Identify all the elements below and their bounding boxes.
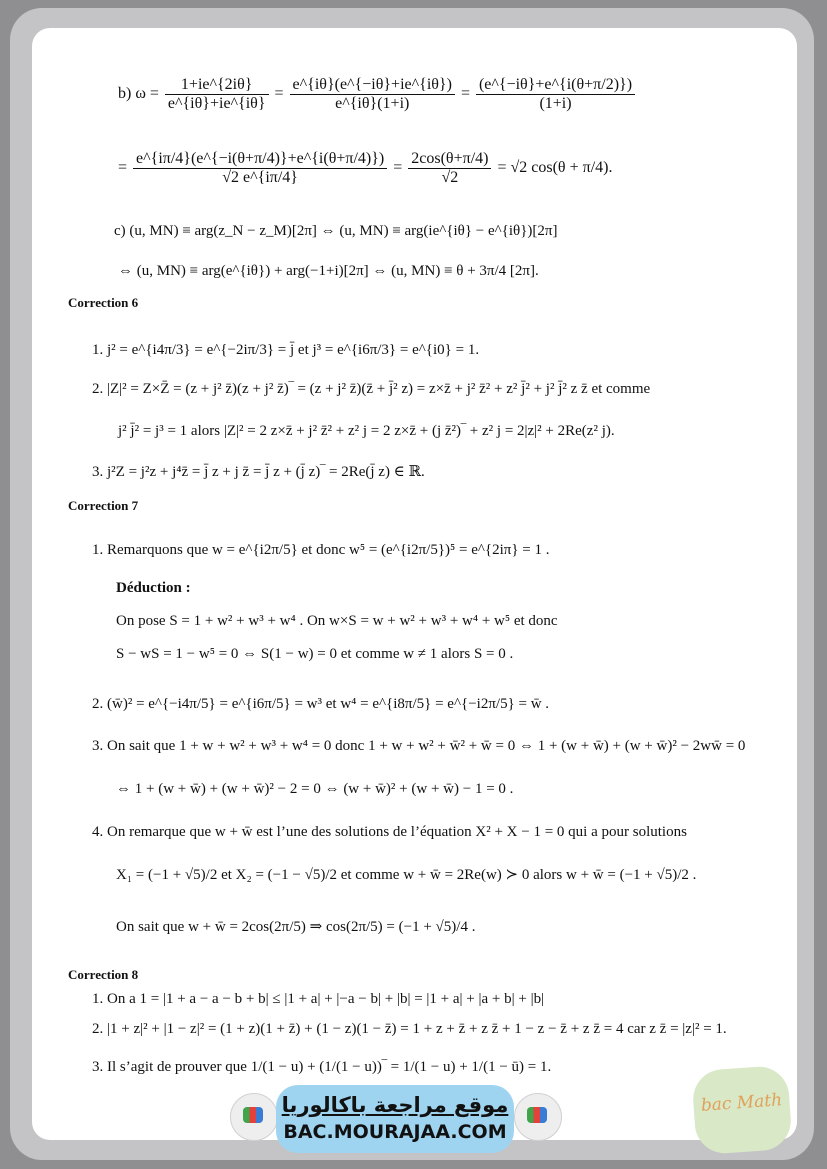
c7-item-1: 1. Remarquons que w = e^{i2π/5} et donc w⁵ = (e^{i2π/5})⁵ = e^{2iπ} = 1 . bbox=[92, 542, 550, 558]
c5-b-frac1-den: e^{iθ}+ie^{iθ} bbox=[167, 95, 266, 112]
c7-item-3: 3. On sait que 1 + w + w² + w³ + w⁴ = 0 donc 1 + w + w² + w̄² + w̄ = 0 ⇔ 1 + (w + w̄) + (w + w̄)² − 2ww̄ = 0 bbox=[92, 738, 746, 754]
c6-item-2b: j² j̄² = j³ = 1 alors |Z|² = 2 z×z̄ + j² z̄² + z² j = 2 z×z̄ + (j z̄²)‾ + z² j = 2|z|² + 2Re(z² j). bbox=[118, 423, 615, 439]
c5-b-frac2 bbox=[290, 76, 455, 113]
c5-b-frac3-den: (1+i) bbox=[539, 95, 572, 112]
bac-math-logo-text: bac Math bbox=[700, 1090, 783, 1116]
left-school-logo bbox=[230, 1093, 278, 1141]
c8-item-3: 3. Il s’agit de prouver que 1/(1 − u) + (1/(1 − u))‾ = 1/(1 − u) + 1/(1 − ū) = 1. bbox=[92, 1059, 552, 1075]
c5-c-line1: c) (u, MN) ≡ arg(z_N − z_M)[2π] ⇔ (u, MN) ≡ arg(ie^{iθ} − e^{iθ})[2π] bbox=[114, 223, 558, 239]
c7-item-4b: X₁ = (−1 + √5)/2 et X₂ = (−1 − √5)/2 et comme w + w̄ = 2Re(w) ≻ 0 alors w + w̄ = (−1 + √5)/2 . bbox=[116, 867, 697, 883]
c5-b-label: b) bbox=[118, 85, 132, 103]
c8-item-1: 1. On a 1 = |1 + a − a − b + b| ≤ |1 + a| + |−a − b| + |b| = |1 + a| + |a + b| + |b| bbox=[92, 991, 545, 1007]
c7-item-1b: S − wS = 1 − w⁵ = 0 ⇔ S(1 − w) = 0 et comme w ≠ 1 alors S = 0 . bbox=[116, 646, 514, 662]
c5-b-frac1 bbox=[165, 76, 269, 113]
c6-item-1: 1. j² = e^{i4π/3} = e^{−2iπ/3} = j̄ et j³ = e^{i6π/3} = e^{i0} = 1. bbox=[92, 342, 480, 358]
correction-6-title: Correction 6 bbox=[68, 295, 139, 310]
c5-b2-frac2-den: √2 bbox=[441, 169, 459, 186]
c5-b-line2: = $\frac{e\^{}\{i\pi/4\}(e\^{}\{-i(\theta+\pi/4)\}+e\^{}\{i(\theta+\pi/4)\})}{√2 e\^{}\{i\pi/4\}}$ = $\frac{2\cos(\theta+\pi/4)}{√2}$ = √2 cos(θ + π/4). bbox=[118, 150, 613, 186]
site-badge[interactable] bbox=[276, 1085, 514, 1153]
c5-b2-frac2 bbox=[408, 150, 491, 187]
c7-item-3b: ⇔ 1 + (w + w̄) + (w + w̄)² − 2 = 0 ⇔ (w + w̄)² + (w + w̄) − 1 = 0 . bbox=[116, 781, 514, 797]
correction-8-title: Correction 8 bbox=[68, 967, 139, 982]
c7-deduction: Déduction : bbox=[116, 580, 191, 596]
c5-c-line2: ⇔ (u, MN) ≡ arg(e^{iθ}) + arg(−1+i)[2π] ⇔ (u, MN) ≡ θ + 3π/4 [2π]. bbox=[118, 263, 539, 279]
c5-b-line: b) ω = $\frac{1+ie\^{}\{2i\theta\}}{e\^{}\{i\theta\}+ie\^{}\{i\theta\}}$ = $\frac{e\^{}\{i\theta\}(e\^{}\{-i\theta\}+ie\^{}\{i\theta\})}{e\^{}\{i\theta\}(1+i)}$ = $\frac{(e\^{}\{-i\theta\}+e\^{}\{i(\theta+\pi/2)\})}{(1+i)}$ bbox=[118, 76, 637, 113]
c5-b2-frac2-num: 2cos(θ+π/4) bbox=[408, 150, 491, 169]
bac-math-logo bbox=[691, 1065, 793, 1155]
c5-b2-frac1-num: e^{iπ/4}(e^{−i(θ+π/4)}+e^{i(θ+π/4)}) bbox=[133, 150, 387, 169]
c5-b-frac2-num: e^{iθ}(e^{−iθ}+ie^{iθ}) bbox=[290, 76, 455, 95]
site-name-arabic: موقع مراجعة باكالوريا bbox=[281, 1093, 509, 1117]
site-url: BAC.MOURAJAA.COM bbox=[283, 1121, 507, 1143]
c7-item-4: 4. On remarque que w + w̄ est l’une des solutions de l’équation X² + X − 1 = 0 qui a pour solutions bbox=[92, 824, 687, 840]
c7-item-2: 2. (w̄)² = e^{−i4π/5} = e^{i6π/5} = w³ et w⁴ = e^{i8π/5} = e^{−i2π/5} = w̄ . bbox=[92, 696, 550, 712]
c7-item-1a: On pose S = 1 + w² + w³ + w⁴ . On w×S = w + w² + w³ + w⁴ + w⁵ et donc bbox=[116, 613, 558, 629]
c5-b2-tail: = √2 cos(θ + π/4). bbox=[497, 159, 613, 177]
c6-item-3: 3. j²Z = j²z + j⁴z̄ = j̄ z + j z̄ = j̄ z + (j̄ z)‾ = 2Re(j̄ z) ∈ ℝ. bbox=[92, 464, 425, 480]
correction-7-title: Correction 7 bbox=[68, 498, 139, 513]
c5-b-frac3 bbox=[476, 76, 635, 113]
c5-b-frac2-den: e^{iθ}(1+i) bbox=[335, 95, 410, 112]
c5-b-frac1-num: 1+ie^{2iθ} bbox=[165, 76, 269, 95]
c8-item-2: 2. |1 + z|² + |1 − z|² = (1 + z)(1 + z̄) + (1 − z)(1 − z̄) = 1 + z + z̄ + z z̄ + 1 − z − z̄ + z z̄ = 4 car z z̄ = |z|² = 1. bbox=[92, 1021, 727, 1037]
right-school-logo bbox=[514, 1093, 562, 1141]
c7-item-4c: On sait que w + w̄ = 2cos(2π/5) ⇒ cos(2π/5) = (−1 + √5)/4 . bbox=[116, 919, 476, 935]
c5-b2-frac1-den: √2 e^{iπ/4} bbox=[222, 169, 298, 186]
c5-b-frac3-num: (e^{−iθ}+e^{i(θ+π/2)}) bbox=[476, 76, 635, 95]
c5-b-omega: ω = bbox=[135, 85, 159, 103]
c5-b2-frac1 bbox=[133, 150, 387, 187]
c6-item-2: 2. |Z|² = Z×Z̄ = (z + j² z̄)(z + j² z̄)‾ = (z + j² z̄)(z̄ + j̄² z) = z×z̄ + j² z̄² + z² j̄² + j² j̄² z z̄ et comme bbox=[92, 381, 651, 397]
